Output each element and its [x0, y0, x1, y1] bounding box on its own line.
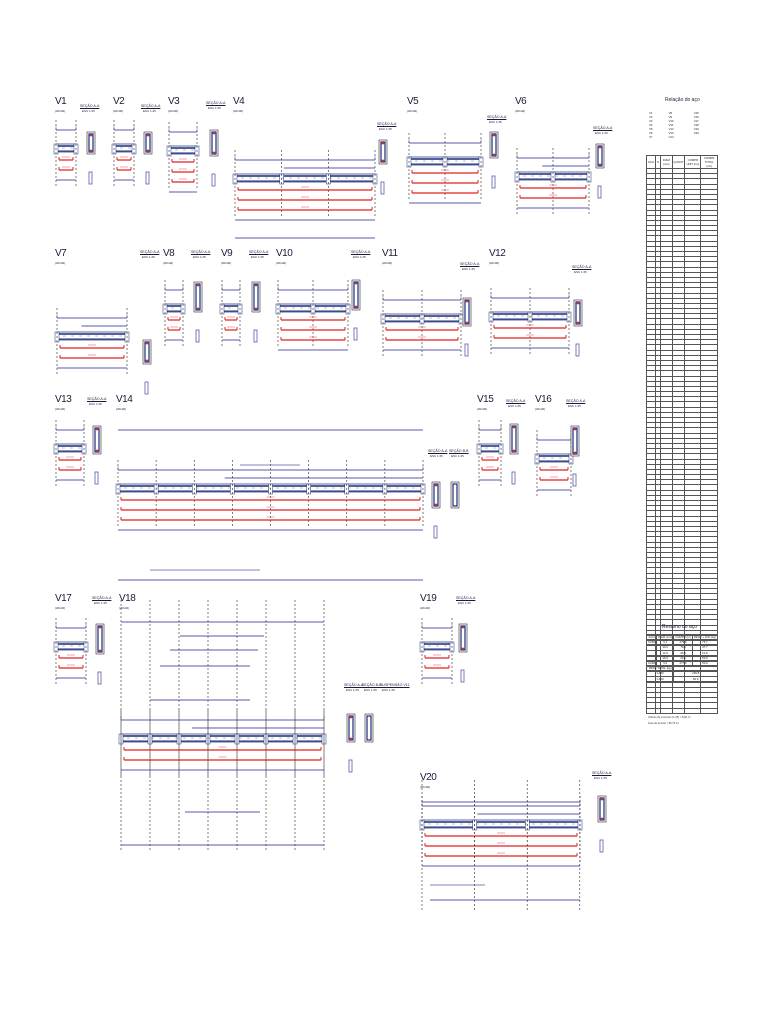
cross-section-bar: [351, 738, 353, 740]
beam-title-v18: V18: [119, 593, 136, 604]
section-scale: ESC 1:25: [364, 688, 377, 692]
section-scale: ESC 1:25: [430, 454, 443, 458]
beam-dimensions: (20x40): [515, 109, 526, 113]
section-title: SEÇÃO A-A: [87, 397, 107, 401]
cross-section-bar: [514, 450, 516, 452]
cross-section-bar: [383, 160, 385, 162]
beam-dimensions: (20x40): [407, 109, 418, 113]
cross-section-bar: [467, 322, 469, 324]
beam-title-v9: V9: [221, 248, 233, 259]
stirrup-detail: [576, 344, 579, 356]
cross-section-bar: [467, 301, 469, 303]
beam-dimensions: (20x40): [55, 606, 66, 610]
stirrup-detail: [461, 670, 464, 682]
beam-dimensions: (20x40): [382, 261, 393, 265]
cross-section-bar: [356, 306, 358, 308]
cross-section-bar: [463, 648, 465, 650]
beam-title-v14: V14: [116, 394, 133, 405]
beam-title-v16: V16: [535, 394, 552, 405]
cross-section-bar: [100, 650, 102, 652]
beam-dimensions: (20x40): [420, 606, 431, 610]
cross-section-bar: [100, 627, 102, 629]
section-title: SEÇÃO A-A: [351, 250, 371, 254]
cross-section-bar: [147, 343, 149, 345]
section-scale: ESC 1:25: [346, 688, 359, 692]
section-scale: ESC 1:25: [451, 454, 464, 458]
section-title: SEÇÃO A-A: [140, 250, 160, 254]
beam-dimensions: (20x40): [55, 261, 66, 265]
beam-dimensions: (20x40): [116, 407, 127, 411]
cross-section-bar: [436, 485, 438, 487]
beam-dimensions: (20x40): [55, 109, 66, 113]
stirrup-detail: [573, 474, 576, 486]
section-scale: ESC 1:25: [568, 404, 581, 408]
beam-title-v2: V2: [113, 96, 125, 107]
section-title: SEÇÃO A-A: [487, 115, 507, 119]
beam-title-v1: V1: [55, 96, 67, 107]
cross-section-bar: [463, 627, 465, 629]
cross-section: [451, 482, 459, 508]
section-scale: ESC 1:25: [94, 601, 107, 605]
cross-section-bar: [602, 799, 604, 801]
beam-dimensions: (20x40): [119, 606, 130, 610]
section-title: SEÇÃO A-A: [566, 399, 586, 403]
cross-section-bar: [148, 135, 150, 137]
cross-section-bar: [602, 818, 604, 820]
section-scale: ESC 1:25: [82, 109, 95, 113]
beam-title-v4: V4: [233, 96, 245, 107]
cross-section-bar: [214, 133, 216, 135]
section-title: SEÇÃO A-A: [506, 399, 526, 403]
beam-title-v15: V15: [477, 394, 494, 405]
stirrup-detail: [95, 472, 98, 484]
beam-title-v17: V17: [55, 593, 72, 604]
section-scale: ESC 1:25: [142, 255, 155, 259]
beam-dimensions: (20x40): [420, 785, 431, 789]
stirrup-detail: [98, 672, 101, 684]
beam-dimensions: (20x40): [276, 261, 287, 265]
stirrup-detail: [381, 182, 384, 194]
stirrup-detail: [465, 344, 468, 356]
cross-section-bar: [97, 450, 99, 452]
section-title: SEÇÃO A-A: [377, 122, 397, 126]
stirrup-detail: [349, 760, 352, 772]
section-title: SEÇÃO B-B: [362, 683, 382, 687]
section-scale: ESC 1:25: [489, 120, 502, 124]
section-scale: ESC 1:25: [379, 127, 392, 131]
stirrup-detail: [434, 526, 437, 538]
cross-section: [252, 282, 260, 312]
stirrup-detail: [145, 382, 148, 394]
beam-title-v6: V6: [515, 96, 527, 107]
cross-section: [96, 624, 104, 654]
section-title: SEÇÃO B-B: [449, 449, 469, 453]
section-scale: ESC 1:25: [458, 601, 471, 605]
section-title: SEÇÃO A-A: [80, 104, 100, 108]
steel-summary-table: AÇO DIAM (mm) COMPR (m) PESO + 10% (kg) CA50 6.3 279.6 76.7 10.0 79.6 47.7 12.5 65.6 61.8 16.0 29.1 50.6 CA60 5.0 277.6 50.9 PESO TOTAL (kg) CA50 236.8 CA60 50.9: [648, 635, 716, 681]
beam-title-v19: V19: [420, 593, 437, 604]
stirrup-detail: [600, 840, 603, 852]
beam-title-v11: V11: [382, 248, 398, 259]
cross-section-bar: [198, 308, 200, 310]
stirrup-detail: [354, 328, 357, 340]
beam-title-v8: V8: [163, 248, 175, 259]
cross-section-bar: [575, 429, 577, 431]
cross-section: [194, 282, 202, 312]
section-scale: ESC 1:25: [193, 255, 206, 259]
section-scale: ESC 1:25: [251, 255, 264, 259]
stirrup-detail: [598, 186, 601, 198]
beam-dimensions: (20x40): [163, 261, 174, 265]
beam-title-v12: V12: [489, 248, 506, 259]
section-scale: ESC 1:25: [595, 131, 608, 135]
beam-title-v20: V20: [420, 772, 437, 783]
cross-section-bar: [148, 150, 150, 152]
concrete-volume-note: Volume de concreto (C-25) = 8,00 m³: [648, 716, 691, 719]
section-title: SEÇÃO A-A: [460, 262, 480, 266]
cross-section-bar: [198, 285, 200, 287]
cross-section-bar: [214, 152, 216, 154]
cross-section: [571, 426, 579, 456]
beam-dimensions: (20x40): [477, 407, 488, 411]
section-scale: ESC 1:25: [594, 776, 607, 780]
steel-schedule-table: AÇO N DIAM (mm) QUANT COMPR UNIT (cm) COMPR TOTAL (cm): [646, 155, 718, 714]
formwork-area-note: Área de formas = 95,79 m²: [648, 722, 679, 725]
beam-index-table: V1 V8 V15 V2 V9 V16 V3 V10 V17 V4 V11 V18 V5 V12 V19 V6 V13 V20 V7 V14: [649, 111, 699, 139]
beam-dimensions: (20x40): [221, 261, 232, 265]
section-scale: ESC 1:25: [574, 270, 587, 274]
cross-section: [352, 280, 360, 310]
section-scale: ESC 1:25: [508, 404, 521, 408]
section-title: SUSPENSÃO V11: [380, 683, 410, 687]
summary-table-title: Resumo do aço: [662, 624, 698, 630]
cross-section: [365, 714, 373, 742]
section-title: SEÇÃO A-A: [249, 250, 269, 254]
cross-section-bar: [600, 164, 602, 166]
cross-section-bar: [494, 154, 496, 156]
beam-title-v3: V3: [168, 96, 180, 107]
section-scale: ESC 1:25: [382, 688, 395, 692]
beam-dimensions: (20x40): [55, 407, 66, 411]
section-title: SEÇÃO A-A: [592, 771, 612, 775]
steel-table-title: Relação do aço: [665, 97, 700, 103]
section-scale: ESC 1:25: [89, 402, 102, 406]
cross-section-bar: [91, 150, 93, 152]
stirrup-detail: [89, 172, 92, 184]
beam-dimensions: (20x40): [168, 109, 179, 113]
cross-section-bar: [351, 717, 353, 719]
cross-section-bar: [575, 452, 577, 454]
beam-dimensions: (20x40): [535, 407, 546, 411]
cross-section-bar: [256, 285, 258, 287]
stirrup-detail: [512, 472, 515, 484]
cross-section-bar: [147, 360, 149, 362]
section-title: SEÇÃO A-A: [191, 250, 211, 254]
beam-title-v10: V10: [276, 248, 293, 259]
cross-section-bar: [97, 429, 99, 431]
section-scale: ESC 1:25: [143, 109, 156, 113]
cross-section-bar: [383, 143, 385, 145]
beam-dimensions: (20x40): [233, 109, 244, 113]
beam-title-v5: V5: [407, 96, 419, 107]
section-scale: ESC 1:25: [353, 255, 366, 259]
cross-section-bar: [578, 303, 580, 305]
section-title: SEÇÃO A-A: [428, 449, 448, 453]
section-title: SEÇÃO A-A: [141, 104, 161, 108]
stirrup-detail: [212, 174, 215, 186]
cross-section-bar: [356, 283, 358, 285]
section-title: SEÇÃO A-A: [456, 596, 476, 600]
cross-section-bar: [514, 427, 516, 429]
beam-title-v13: V13: [55, 394, 72, 405]
beam-dimensions: (20x40): [113, 109, 124, 113]
beam-title-v7: V7: [55, 248, 67, 259]
cross-section-bar: [494, 135, 496, 137]
stirrup-detail: [492, 176, 495, 188]
cross-section-bar: [600, 147, 602, 149]
section-title: SEÇÃO A-A: [593, 126, 613, 130]
section-title: SEÇÃO A-A: [206, 101, 226, 105]
stirrup-detail: [146, 172, 149, 184]
section-scale: ESC 1:25: [208, 106, 221, 110]
beam-dimensions: (20x40): [489, 261, 500, 265]
cross-section-bar: [578, 322, 580, 324]
stirrup-detail: [254, 330, 257, 342]
section-scale: ESC 1:25: [462, 267, 475, 271]
cross-section-bar: [256, 308, 258, 310]
section-title: SEÇÃO A-A: [344, 683, 364, 687]
cross-section-bar: [91, 135, 93, 137]
stirrup-detail: [196, 330, 199, 342]
cross-section: [510, 424, 518, 454]
cross-section-bar: [436, 504, 438, 506]
section-title: SEÇÃO A-A: [572, 265, 592, 269]
section-title: SEÇÃO A-A: [92, 596, 112, 600]
